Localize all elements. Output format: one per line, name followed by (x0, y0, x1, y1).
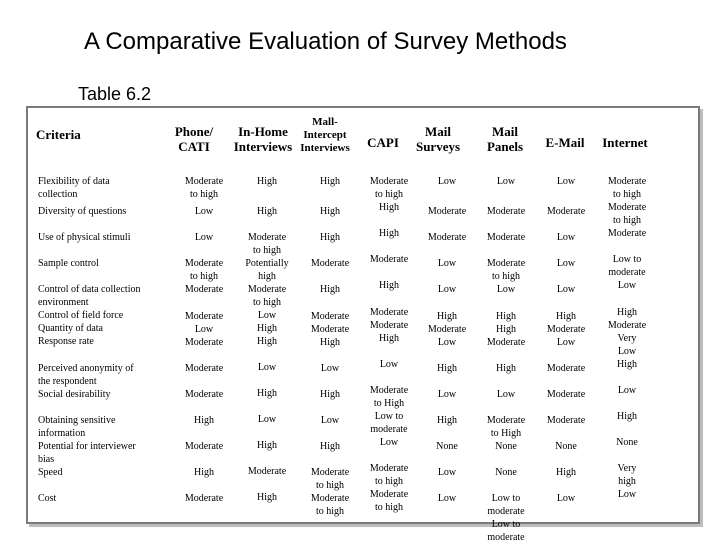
value-line: High (556, 311, 576, 322)
value-block (174, 440, 234, 453)
value-line: High (257, 336, 277, 347)
value-line: Low (194, 324, 214, 335)
value-line: High (496, 311, 516, 322)
value-block (476, 175, 536, 188)
value-line: Low (194, 232, 214, 243)
value-line: None (616, 437, 638, 448)
value-block (536, 492, 596, 505)
header-internet (592, 135, 658, 150)
value-line: to high (252, 297, 282, 308)
value-line: Moderate (427, 232, 467, 243)
value-block (594, 410, 660, 423)
header-capi (358, 135, 408, 150)
column-internet (594, 175, 660, 501)
value-line: to high (612, 215, 642, 226)
value-block (360, 253, 418, 266)
value-line: Moderate (607, 202, 647, 213)
criteria-line: Obtaining sensitive (38, 415, 116, 426)
criteria-block-anonymity (38, 362, 160, 401)
value-line: Low (556, 493, 576, 504)
value-block (476, 310, 536, 349)
value-block (298, 283, 362, 296)
value-line: Low to (374, 411, 404, 422)
value-line: Low (556, 337, 576, 348)
value-line: moderate (370, 424, 408, 435)
value-line: Moderate (184, 337, 224, 348)
value-line: High (379, 228, 399, 239)
criteria-line: Perceived anonymity of (38, 363, 134, 374)
value-block (234, 205, 300, 218)
value-line: high (618, 476, 636, 487)
value-block (298, 388, 362, 401)
value-line: Low (379, 359, 399, 370)
value-line: to High (373, 398, 405, 409)
slide-title: A Comparative Evaluation of Survey Methods (84, 28, 567, 55)
value-block (536, 257, 596, 270)
criteria-line: collection (38, 189, 78, 200)
value-line: Low (556, 176, 576, 187)
value-block (298, 175, 362, 188)
criteria-line: Potential for interviewer (38, 441, 136, 452)
value-line: None (495, 467, 517, 478)
value-line: Very (617, 463, 637, 474)
value-line: None (555, 441, 577, 452)
value-line: to high (315, 506, 345, 517)
value-line: High (257, 323, 277, 334)
criteria-line: Response rate (38, 336, 94, 347)
column-mall-intercept (298, 175, 362, 518)
value-line: to high (374, 476, 404, 487)
criteria-block-sensitive (38, 414, 160, 479)
value-line: High (437, 311, 457, 322)
value-block (416, 414, 478, 427)
value-line: Low (437, 389, 457, 400)
value-block (360, 306, 418, 345)
criteria-line: environment (38, 297, 89, 308)
value-block (360, 279, 418, 292)
value-line: Low (496, 389, 516, 400)
header-email (535, 135, 595, 150)
header-phone-cati (164, 124, 224, 154)
value-line: Low (194, 206, 214, 217)
criteria-line: information (38, 428, 86, 439)
value-line: High (437, 415, 457, 426)
criteria-line: Use of physical stimuli (38, 232, 131, 243)
value-line: Moderate (546, 363, 586, 374)
value-line: Low (320, 363, 340, 374)
value-block (298, 466, 362, 518)
value-line: High (556, 467, 576, 478)
value-line: Low to (612, 254, 642, 265)
value-block (298, 205, 362, 218)
value-block (174, 175, 234, 201)
header-phone-cati-line-2: CATI (178, 139, 210, 154)
value-line: to high (189, 271, 219, 282)
comparison-table (26, 106, 700, 543)
value-line: Moderate (486, 232, 526, 243)
value-line: moderate (487, 532, 525, 543)
value-block (416, 310, 478, 349)
header-in-home-line-1: In-Home (238, 124, 288, 139)
value-line: High (194, 467, 214, 478)
value-line: High (617, 359, 637, 370)
value-block (174, 205, 234, 218)
criteria-line: the respondent (38, 376, 97, 387)
value-line: Moderate (427, 324, 467, 335)
value-line: to high (374, 189, 404, 200)
value-block (536, 231, 596, 244)
value-line: Low (437, 493, 457, 504)
value-block (234, 175, 300, 188)
value-block (476, 362, 536, 375)
criteria-block-environment (38, 283, 160, 348)
value-line: Low (437, 337, 457, 348)
value-line: None (436, 441, 458, 452)
value-block (416, 175, 478, 188)
value-line: Low (496, 176, 516, 187)
value-block (536, 388, 596, 401)
value-block (476, 257, 536, 296)
criteria-line: Control of data collection (38, 284, 141, 295)
value-block (416, 231, 478, 244)
value-line: to high (189, 189, 219, 200)
value-block (234, 387, 300, 400)
value-block (536, 205, 596, 218)
value-block (536, 175, 596, 188)
value-line: High (320, 206, 340, 217)
value-line: High (320, 284, 340, 295)
value-line: Moderate (369, 385, 409, 396)
value-line: Moderate (184, 493, 224, 504)
value-block (536, 310, 596, 349)
value-line: Moderate (369, 463, 409, 474)
value-block (594, 175, 660, 240)
value-block (476, 205, 536, 218)
value-block (594, 306, 660, 371)
value-block (536, 414, 596, 427)
criteria-line: Control of field force (38, 310, 124, 321)
column-phone-cati (174, 175, 234, 505)
value-block (416, 205, 478, 218)
value-line: Moderate (546, 389, 586, 400)
value-line: Very (617, 333, 637, 344)
header-mail-surveys (408, 124, 468, 154)
criteria-block-physical-stimuli (38, 231, 160, 244)
value-block (174, 310, 234, 349)
value-block (234, 361, 300, 374)
value-block (416, 257, 478, 270)
value-block (416, 283, 478, 296)
value-line: High (257, 440, 277, 451)
value-line: High (379, 333, 399, 344)
value-block (536, 362, 596, 375)
value-block (416, 440, 478, 453)
value-block (298, 362, 362, 375)
value-block (416, 388, 478, 401)
value-line: Moderate (607, 228, 647, 239)
header-mall-intercept-line-1: Mall- (312, 116, 338, 128)
value-line: High (194, 415, 214, 426)
value-line: to High (490, 428, 522, 439)
value-line: High (617, 411, 637, 422)
criteria-block-diversity (38, 205, 160, 218)
criteria-line: bias (38, 454, 55, 465)
value-line: Moderate (369, 254, 409, 265)
value-block (360, 384, 418, 449)
value-line: Low (437, 284, 457, 295)
value-block (234, 413, 300, 426)
value-line: to high (612, 189, 642, 200)
criteria-block-cost (38, 492, 160, 505)
value-line: Moderate (607, 176, 647, 187)
value-line: Moderate (607, 320, 647, 331)
value-block (298, 257, 362, 270)
value-line: Low (496, 284, 516, 295)
value-line: High (320, 441, 340, 452)
value-block (476, 231, 536, 244)
value-block (298, 231, 362, 244)
value-line: Moderate (247, 232, 287, 243)
value-line: Low (257, 414, 277, 425)
value-line: Moderate (546, 324, 586, 335)
value-block (234, 465, 300, 478)
value-line: Low (379, 437, 399, 448)
value-block (174, 466, 234, 479)
value-line: Low (556, 284, 576, 295)
value-line: High (257, 492, 277, 503)
value-line: Moderate (184, 284, 224, 295)
value-line: Low (257, 310, 277, 321)
header-email-line-1: E-Mail (545, 135, 585, 150)
value-line: Low (617, 346, 637, 357)
value-line: Moderate (184, 176, 224, 187)
value-line: Moderate (310, 324, 350, 335)
value-line: Moderate (310, 467, 350, 478)
value-block (234, 231, 300, 348)
value-line: Moderate (184, 389, 224, 400)
value-block (476, 492, 536, 544)
value-block (298, 310, 362, 349)
column-capi (360, 175, 418, 514)
value-line: Moderate (184, 441, 224, 452)
column-mail-panels (476, 175, 536, 544)
value-block (476, 466, 536, 479)
value-line: Low (617, 280, 637, 291)
value-block (234, 491, 300, 504)
value-line: Moderate (369, 320, 409, 331)
value-line: Low (437, 176, 457, 187)
value-line: Moderate (546, 206, 586, 217)
header-mall-intercept-line-3: Interviews (300, 142, 350, 154)
value-block (476, 414, 536, 453)
value-block (360, 462, 418, 514)
value-block (360, 227, 418, 240)
value-line: High (379, 202, 399, 213)
value-line: Moderate (184, 363, 224, 374)
value-line: Moderate (247, 466, 287, 477)
value-line: to high (374, 502, 404, 513)
value-line: Moderate (369, 307, 409, 318)
value-block (360, 358, 418, 371)
criteria-line: Cost (38, 493, 57, 504)
header-mail-surveys-line-2: Surveys (415, 139, 461, 154)
value-line: Potentially (245, 258, 289, 269)
value-block (416, 492, 478, 505)
criteria-line: Flexibility of data (38, 176, 110, 187)
value-line: Low (437, 258, 457, 269)
value-line: Moderate (184, 258, 224, 269)
criteria-line: Social desirability (38, 389, 111, 400)
column-email (536, 175, 596, 505)
criteria-line: Sample control (38, 258, 99, 269)
value-line: High (320, 232, 340, 243)
value-block (174, 492, 234, 505)
value-block (536, 440, 596, 453)
value-block (476, 388, 536, 401)
value-line: Low (556, 258, 576, 269)
value-block (174, 388, 234, 401)
value-line: Low (617, 489, 637, 500)
value-block (416, 466, 478, 479)
value-block (594, 462, 660, 501)
value-line: to high (491, 271, 521, 282)
header-phone-cati-line-1: Phone/ (174, 124, 214, 139)
value-line: High (257, 388, 277, 399)
value-line: high (258, 271, 276, 282)
criteria-block-flexibility (38, 175, 160, 201)
value-line: Moderate (546, 415, 586, 426)
value-line: Moderate (310, 493, 350, 504)
column-mail-surveys (416, 175, 478, 505)
value-block (174, 231, 234, 244)
header-internet-line-1: Internet (602, 135, 648, 150)
value-line: High (320, 337, 340, 348)
value-line: Moderate (486, 258, 526, 269)
value-block (594, 384, 660, 397)
value-line: Moderate (310, 258, 350, 269)
criteria-block-sample-control (38, 257, 160, 270)
header-in-home (228, 124, 298, 154)
value-line: Moderate (369, 489, 409, 500)
value-block (174, 362, 234, 375)
value-line: None (495, 441, 517, 452)
value-line: Moderate (486, 206, 526, 217)
value-line: Moderate (247, 284, 287, 295)
value-line: Low to (491, 493, 521, 504)
value-line: Low (320, 415, 340, 426)
header-capi-line-1: CAPI (367, 135, 399, 150)
criteria-line: Quantity of data (38, 323, 103, 334)
value-block (416, 362, 478, 375)
value-line: High (320, 389, 340, 400)
criteria-line: Diversity of questions (38, 206, 127, 217)
value-line: Moderate (184, 311, 224, 322)
table-caption: Table 6.2 (78, 84, 152, 104)
value-line: High (617, 307, 637, 318)
value-block (174, 414, 234, 427)
header-mall-intercept (290, 116, 360, 155)
value-line: High (437, 363, 457, 374)
value-line: Moderate (427, 206, 467, 217)
value-line: Low (437, 467, 457, 478)
value-line: Moderate (486, 337, 526, 348)
value-block (174, 257, 234, 296)
criteria-header: Criteria (36, 127, 81, 142)
criteria-line: Speed (38, 467, 63, 478)
value-block (298, 440, 362, 453)
value-line: High (379, 280, 399, 291)
value-block (536, 466, 596, 479)
value-block (594, 253, 660, 292)
value-line: Moderate (369, 176, 409, 187)
value-block (360, 175, 418, 214)
value-line: High (257, 206, 277, 217)
value-line: moderate (487, 506, 525, 517)
column-in-home (234, 175, 300, 504)
value-line: High (257, 176, 277, 187)
header-mail-panels-line-1: Mail (492, 124, 518, 139)
value-line: High (496, 324, 516, 335)
value-block (594, 436, 660, 449)
value-block (536, 283, 596, 296)
value-block (298, 414, 362, 427)
value-line: Moderate (310, 311, 350, 322)
header-mail-panels (476, 124, 534, 154)
value-line: High (496, 363, 516, 374)
value-line: Low (617, 385, 637, 396)
value-line: to high (315, 480, 345, 491)
value-line: Moderate (486, 415, 526, 426)
header-mail-surveys-line-1: Mail (425, 124, 451, 139)
value-line: to high (252, 245, 282, 256)
value-block (234, 439, 300, 452)
value-line: High (320, 176, 340, 187)
value-line: Low to (491, 519, 521, 530)
header-mall-intercept-line-2: Intercept (303, 129, 347, 141)
value-line: moderate (608, 267, 646, 278)
value-line: Low (257, 362, 277, 373)
header-in-home-line-2: Interviews (233, 139, 293, 154)
value-line: Low (556, 232, 576, 243)
header-mail-panels-line-2: Panels (486, 139, 524, 154)
